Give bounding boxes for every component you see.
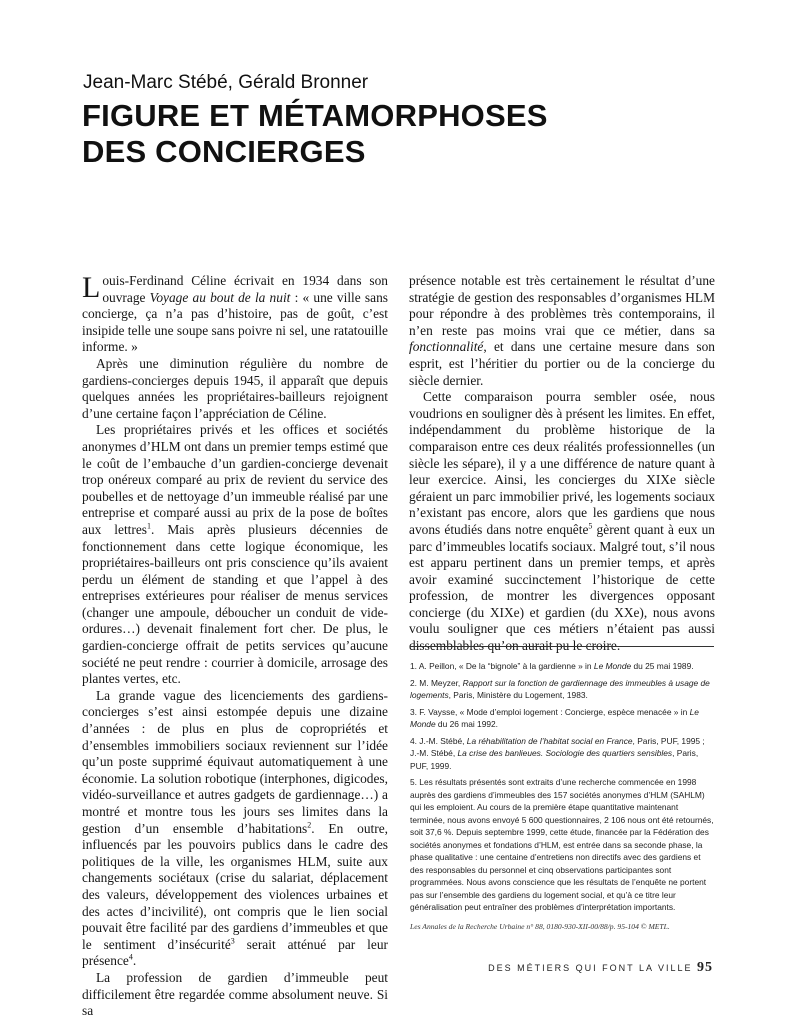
- footnote-ref-1[interactable]: 1: [147, 521, 152, 531]
- article-authors: Jean-Marc Stébé, Gérald Bronner: [83, 72, 369, 93]
- paragraph-5: La profession de gardien d’immeuble peut difficilement être regardée comme absolument neuve. Si sa: [82, 969, 388, 1019]
- footnote-3: 3. F. Vaysse, « Mode d’emploi logement : Concierge, espèce menacée » in Le Monde du 26 mai 1992.: [410, 706, 699, 729]
- title-line-2: DES CONCIERGES: [82, 134, 366, 169]
- footnote-ref-4[interactable]: 4: [128, 952, 133, 962]
- paragraph-7: Cette comparaison pourra sembler osée, nous voudrions en souligner dès à présent les limites. En effet, indépendamment du problème historique de la comparaison entre ces deux réalités professionnelles (un siècle les sépare), il y a une différence de nature quant à leur exercice. Ainsi, les concierges du XIXe siècle géraient un parc immobilier privé, les logements sociaux n’existant pas encore, alors que les gardiens que nous avons étudiés dans notre enquête$^5$ gèrent quant à eux un parc d’immeubles locatifs sociaux. Malgré tout, s’il nous est apparu pertinent dans un premier temps, et après avoir examiné succinctement l’historique de cette profession, de montrer les divergences opposant concierge (du XIXe) et gardien (du XXe), nous avons voulu souligner que ces métiers n’étaient pas aussi dissemblables qu’on aurait pu le croire.: [409, 389, 715, 654]
- footnote-ref-5[interactable]: 5: [588, 521, 593, 531]
- journal-citation: Les Annales de la Recherche Urbaine n° 88, 0180-930-XII-00/88/p. 95-104 © METL.: [410, 922, 670, 931]
- footnote-ref-3[interactable]: 3: [230, 936, 235, 946]
- footnote-divider: [410, 646, 714, 647]
- footnote-5: 5. Les résultats présentés sont extraits d’une recherche commencée en 1998 auprès des gardiens d’immeubles des 157 sociétés anonymes d’HLM (SAHLM) qui les emploient. Au cours de la première étape quantitative maintenant terminée, nous avons envoyé 5 600 questionnaires, 2 106 nous ont été retournés, soit 37,6 %. Depuis septembre 1999, cette étude, financée par la Fédération des sociétés anonymes et fondations d’HLM, est entrée dans sa seconde phase, la phase qualitative : une centaine d’entretiens non directifs avec des gardiens et des responsables du personnel et cinq observations participantes sont programmées. Nous avons conscience que les résultats de l’enquête ne portent pas sur l’ensemble des gardiens du logement social, et qu’à ce titre leur généralisation peut entraîner des problèmes d’interprétation importants.: [410, 777, 714, 912]
- running-footer: [488, 960, 713, 976]
- footnote-1: 1. A. Peillon, « De la “bignole” à la gardienne » in Le Monde du 25 mai 1989.: [410, 661, 694, 671]
- article-title: [82, 98, 722, 170]
- footnote-4: 4. J.-M. Stébé, La réhabilitation de l’habitat social en France, Paris, PUF, 1995 ; J.-M. Stébé, La crise des banlieues. Sociologie des quartiers sensibles, Paris, PUF, 1999.: [410, 735, 705, 771]
- paragraph-1: Louis-Ferdinand Céline écrivait en 1934 dans son ouvrage Voyage au bout de la nuit : « une ville sans concierge, ça n’a pas d’histoire, pas de goût, c’est insipide telle une soupe sans poivre ni sel, une ratatouille informe. »: [82, 271, 388, 355]
- running-title: DES MÉTIERS QUI FONT LA VILLE: [488, 963, 693, 973]
- title-line-1: FIGURE ET MÉTAMORPHOSES: [82, 98, 548, 133]
- paragraph-4: La grande vague des licenciements des gardiens-concierges s’est ainsi estompée depuis une dizaine d’années : de plus en plus de copropriétés et d’ensembles immobiliers sociaux reviennent sur l’idée qu’un poste supprimé équivaut automatiquement à une économie. La solution robotique (interphones, digicodes, vidéo-surveillance et autres gadgets de gardiennage…) a montré et montre tous les jours ses limites dans la gestion d’un ensemble d’habitations$^2$. En outre, influencés par les pouvoirs publics dans le cadre des politiques de la ville, les organismes HLM, suite aux changements sociétaux (crise du salariat, déplacement des valeurs, développement des violences urbaines et des actes d’incivilité), ont compris que le lien social pouvait être facilité par des gardiens d’immeubles et que le sentiment d’insécurité$^3$ serait atténué par leur présence$^4$.: [82, 687, 388, 969]
- paragraph-6: présence notable est très certainement le résultat d’une stratégie de gestion des responsables d’organismes HLM pour répondre à des problèmes très contemporains, il n’en reste pas moins vrai que ce métier, dans sa fonctionnalité, et dans une certaine mesure dans son esprit, est l’héritier du portier ou de la concierge du siècle dernier.: [409, 273, 715, 388]
- footnote-ref-2[interactable]: 2: [307, 820, 312, 830]
- paragraph-2: Après une diminution régulière du nombre de gardiens-concierges depuis 1945, il apparaît que depuis quelques années les propriétaires-bailleurs rejoignent d’une certaine façon l’appréciation de Céline.: [82, 355, 388, 421]
- book-title: Voyage au bout de la nuit: [149, 289, 291, 305]
- emphasis: fonctionnalité: [409, 339, 484, 355]
- text-column-right: [409, 273, 715, 655]
- drop-cap: L: [82, 271, 101, 304]
- page-number: 95: [697, 960, 713, 975]
- text-column-left: [82, 273, 388, 1020]
- footnotes: [410, 660, 714, 918]
- footnote-2: 2. M. Meyzer, Rapport sur la fonction de gardiennage des immeubles à usage de logements, Paris, Ministère du Logement, 1983.: [410, 677, 710, 700]
- paragraph-3: Les propriétaires privés et les offices et sociétés anonymes d’HLM ont dans un premier temps estimé que le coût de l’embauche d’un gardien-concierge devenait trop onéreux comparé au prix de revient du service des poubelles et de nettoyage d’un immeuble réalisé par une entreprise et comparé aussi au prix de la pose de boîtes aux lettres$^1$. Mais après plusieurs décennies de fonctionnement dans cette logique économique, les propriétaires-bailleurs ont pris conscience qu’ils avaient perdu un élément de standing et que l’appel à des entreprises extérieures pour réaliser de menus services (changer une ampoule, déboucher un conduit de vide-ordures…) devenait finalement fort cher. De plus, le gardien-concierge offrait de petits services qu’aucune société ne peut rendre : courrier à domicile, arrosage des plantes vertes, etc.: [82, 422, 388, 687]
